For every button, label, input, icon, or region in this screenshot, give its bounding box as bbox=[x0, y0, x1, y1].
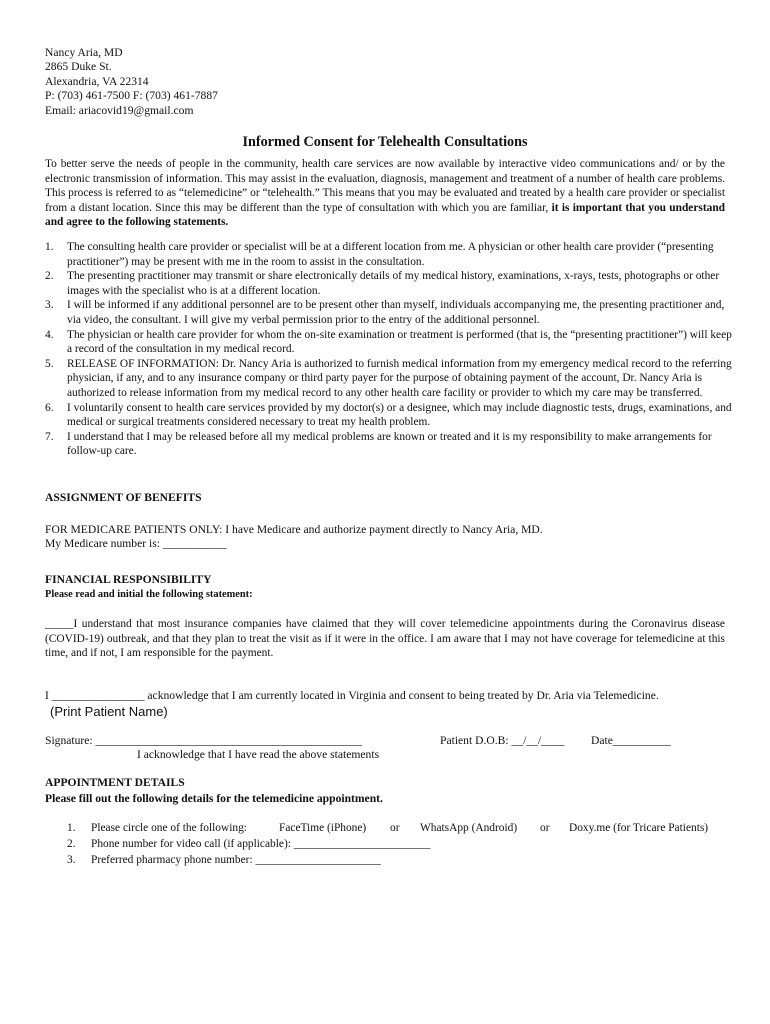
financial-statement[interactable]: _____I understand that most insurance companies have claimed that they will cover telemedicine appointments during the Coronavirus disease (COVID-19) outbreak, and that they plan to treat the visit as if it were in the office. I am aware that I may not have coverage for telemedicine at this time, and if not, I am responsible for the payment. bbox=[45, 618, 725, 660]
doctor-name: Nancy Aria, MD bbox=[45, 46, 123, 59]
email-address: Email: ariacovid19@gmail.com bbox=[45, 104, 194, 117]
item-number: 2. bbox=[67, 838, 76, 850]
item-text: The presenting practitioner may transmit or share electronically details of my medical history, examinations, x-rays, tests, photographs or other images with the specialist who is at a different location. bbox=[67, 270, 720, 297]
item-number: 2. bbox=[45, 270, 54, 283]
intro-text: To better serve the needs of people in the community, health care services are now available by interactive video communications and/ or by the electronic transmission of information. This may assist in the evaluation, diagnosis, management and treatment of a number of health care problems. This process is referred to as “telemedicine” or “telehealth.” This means that you may be evaluated and treated by a health care provider or specialist from a distant location. Since this may be different than the type of consultation with which you are familiar, bbox=[45, 158, 725, 214]
pharmacy-phone-text: Preferred pharmacy phone number: ______________________ bbox=[91, 854, 381, 866]
option-doxy[interactable]: Doxy.me (for Tricare Patients) bbox=[569, 822, 709, 834]
list-item bbox=[45, 357, 735, 401]
list-item bbox=[45, 269, 735, 298]
medicare-authorization: FOR MEDICARE PATIENTS ONLY: I have Medicare and authorize payment directly to Nancy Aria, MD. bbox=[45, 523, 543, 536]
benefits-heading: ASSIGNMENT OF BENEFITS bbox=[45, 491, 202, 504]
intro-paragraph bbox=[45, 157, 725, 230]
platform-label: Please circle one of the following: bbox=[91, 822, 247, 834]
item-number: 5. bbox=[45, 357, 54, 370]
date-field[interactable]: Date__________ bbox=[591, 734, 671, 747]
item-number: 4. bbox=[45, 328, 54, 341]
intro-bold-text: it is important that you understand and agree to the following statements. bbox=[45, 201, 725, 229]
item-number: 1. bbox=[67, 822, 76, 834]
or-text: or bbox=[540, 822, 550, 834]
appointment-subheading: Please fill out the following details for the telemedicine appointment. bbox=[45, 792, 383, 805]
item-text: RELEASE OF INFORMATION: Dr. Nancy Aria is authorized to furnish medical information from my emergency medical record to the referring physician, if any, and to any insurance company or third party payer for the purpose of obtaining payment of the account, Dr. Nancy Aria is authorized to release information from my medical record to any other health care facility or provider to which my care may be transferred. bbox=[67, 357, 732, 399]
financial-heading: FINANCIAL RESPONSIBILITY bbox=[45, 573, 212, 586]
list-item bbox=[45, 298, 735, 327]
medicare-number-field[interactable]: My Medicare number is: ___________ bbox=[45, 537, 227, 550]
item-number: 1. bbox=[45, 241, 54, 253]
option-whatsapp[interactable]: WhatsApp (Android) bbox=[420, 822, 518, 834]
city-address: Alexandria, VA 22314 bbox=[45, 75, 149, 88]
video-phone-field[interactable] bbox=[67, 837, 430, 852]
signature-field[interactable]: Signature: ______________________________________________ bbox=[45, 734, 363, 747]
item-text: I voluntarily consent to health care services provided by my doctor(s) or a designee, which may include diagnostic tests, drugs, examinations, and medical or surgical treatments considered necessary to treat my health problem. bbox=[67, 401, 732, 429]
item-number: 6. bbox=[45, 401, 54, 414]
list-item bbox=[45, 240, 735, 269]
consent-statements bbox=[45, 240, 735, 459]
dob-field[interactable]: Patient D.O.B: __/__/____ bbox=[440, 734, 565, 747]
item-text: The consulting health care provider or specialist will be at a different location from me. A physician or other health care provider (“presenting practitioner”) may be present with me in the room to assist in the consultation. bbox=[67, 241, 714, 268]
item-number: 7. bbox=[45, 430, 54, 443]
or-text: or bbox=[390, 822, 400, 834]
option-facetime[interactable]: FaceTime (iPhone) bbox=[279, 822, 367, 834]
street-address: 2865 Duke St. bbox=[45, 60, 112, 73]
print-name-label: (Print Patient Name) bbox=[50, 704, 168, 719]
item-text: I understand that I may be released before all my medical problems are known or treated and it is my responsibility to make arrangements for follow-up care. bbox=[67, 430, 712, 458]
list-item bbox=[45, 328, 735, 357]
video-phone-text: Phone number for video call (if applicable): ________________________ bbox=[91, 838, 431, 850]
list-item bbox=[45, 430, 735, 459]
read-acknowledgement: I acknowledge that I have read the above statements bbox=[137, 748, 380, 761]
video-platform-choice bbox=[67, 821, 247, 836]
item-text: The physician or health care provider for whom the on-site examination or treatment is performed (that is, the “presenting practitioner”) will keep a record of the consultation in my medical record. bbox=[67, 328, 732, 356]
item-text: I will be informed if any additional personnel are to be present other than myself, individuals accompanying me, the presenting practitioner and, via video, the consultant. I will give my verbal permission prior to the entry of the additional personnel. bbox=[67, 299, 725, 326]
location-acknowledgement[interactable]: I ________________ acknowledge that I am currently located in Virginia and consent to being treated by Dr. Aria via Telemedicine. bbox=[45, 689, 659, 702]
list-item bbox=[45, 401, 735, 430]
phone-fax: P: (703) 461-7500 F: (703) 461-7887 bbox=[45, 89, 218, 102]
item-number: 3. bbox=[45, 299, 54, 312]
page-title: Informed Consent for Telehealth Consultations bbox=[242, 134, 528, 150]
appointment-heading: APPOINTMENT DETAILS bbox=[45, 776, 185, 789]
financial-subheading: Please read and initial the following statement: bbox=[45, 589, 253, 600]
item-number: 3. bbox=[67, 854, 76, 866]
pharmacy-phone-field[interactable] bbox=[67, 853, 381, 868]
